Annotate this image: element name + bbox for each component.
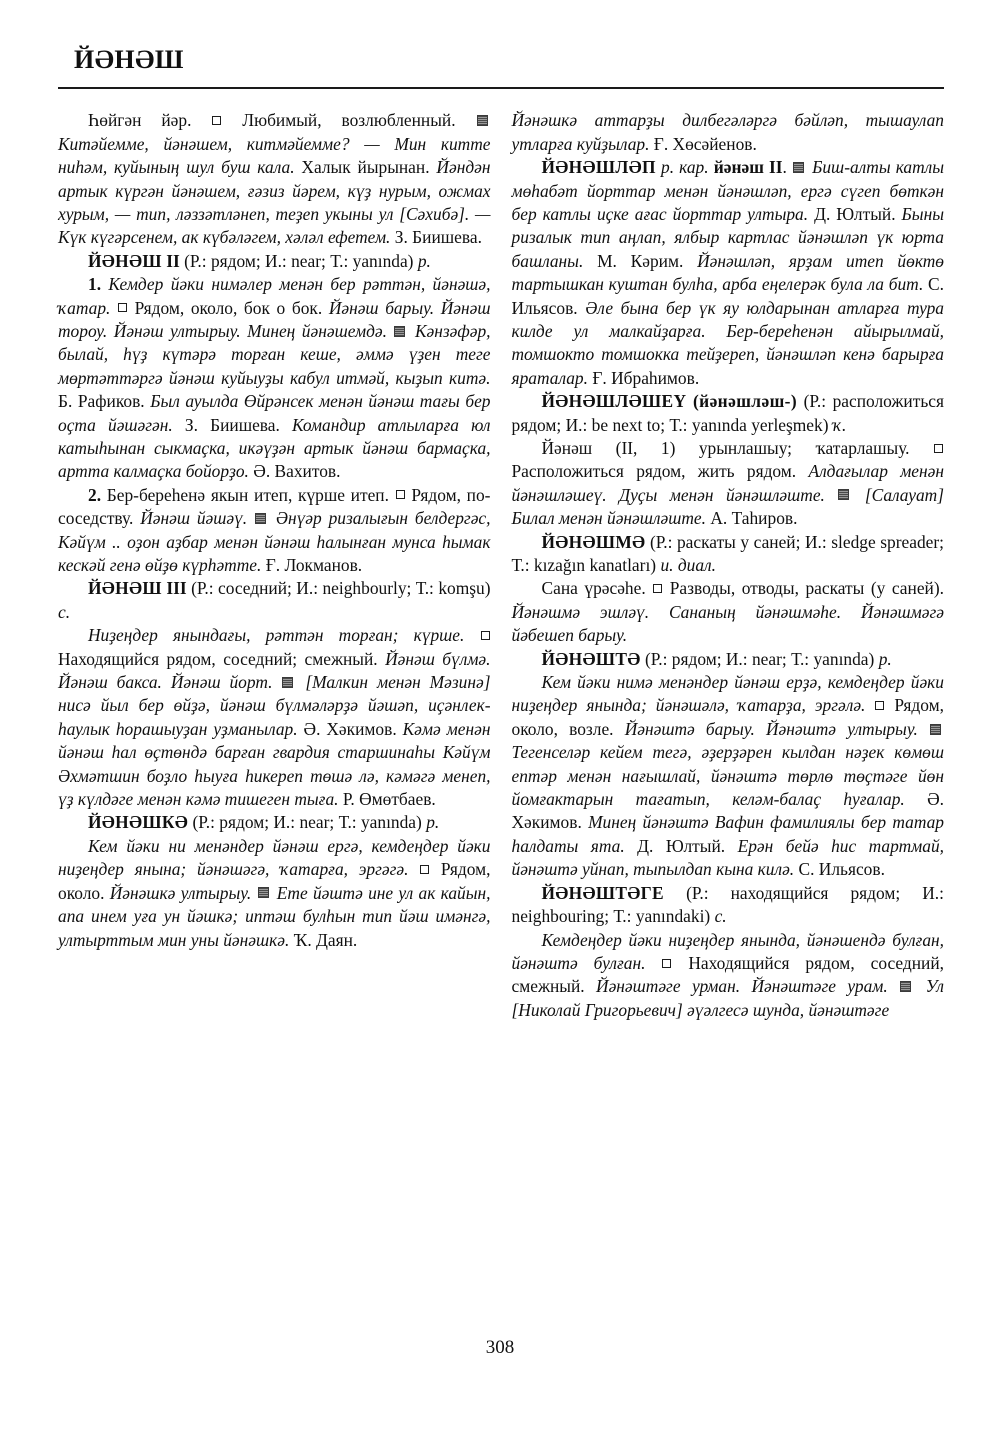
entry-headline-yanashma: [512, 531, 945, 578]
open-square-icon: [481, 631, 490, 640]
filled-square-icon: [258, 887, 269, 898]
citation-text: Әле бына бер үк яу юлдарынан атларға тура килде ул малкайҙарға. Бер-береһенән айырылмай, томшокто томшокка тейҙереп, йәнәшләп кенә барырға яраталар.: [511, 297, 944, 388]
right-column: [512, 109, 945, 1022]
citation-text: Быны ризалык тип аңлап, ялбыр картлас йәнәшләп үк юрта башланы.: [511, 203, 944, 271]
citation-text: [Салауат] Билал менән йәнәшләште.: [511, 484, 945, 529]
citation-text: Минең йәнәштә Вафин фамилиялы бер татар һалдаты ята.: [511, 812, 944, 856]
sense-definition: Бер-береһенә якын итеп, күрше итеп.: [106, 484, 389, 505]
citation-source: Б. Рафиков.: [58, 391, 145, 412]
page-number: 308: [485, 1337, 515, 1358]
sense-number: 2.: [88, 484, 102, 505]
sense-examples: Йәнәш йәшәү.: [140, 508, 248, 529]
citation-text: Әнүәр ризалығын белдергәс, Кәйүм .. оҙон аҙбар менән йәнәш һалынған мунса һымак кескәй генә өйҙө күрһәтте.: [58, 508, 491, 576]
sense-examples: Йәнәштәге урман. Йәнәштәге урам.: [596, 976, 888, 997]
citation-text: Ерән бейә һис тартмай, йәнәштә уйнап, тыпылдап кына килә.: [511, 835, 944, 880]
sense-russian-gloss: Находящийся рядом, соседний, смежный.: [511, 952, 944, 997]
sense-yanashtage: [512, 929, 945, 1023]
sense-russian-gloss: Расположиться рядом, жить рядом.: [511, 461, 797, 482]
citation-source: Д. Юлтый.: [814, 203, 896, 224]
sense-yanashta: [512, 671, 945, 882]
filled-square-icon: [900, 981, 911, 992]
citation-source: С. Ильясов.: [798, 859, 885, 880]
entry-headline-yanash-2: [58, 250, 491, 273]
citation-source: З. Биишева.: [184, 414, 280, 435]
citation-text: Кәмә менән йәнәш һал өҫтөндә барған гвардия старшинаһы Кәйүм Әхмәтшин боҙло һыуға һикереп төшә лә, кәмәгә менеп, үҙ күлдәге менән кәмә тишеген тыға.: [58, 718, 491, 810]
continuation-citation-1: Китәйемме, йәнәшем, китмәйемме? — Мин китте ниһәм, куйының шул буш кала.: [58, 133, 491, 178]
headword-translations: (Р.: раскаты у саней; И.: sledge spreader; Т.: kızağın kanatları): [511, 531, 944, 576]
citation-source: А. Таһиров.: [710, 508, 798, 529]
continuation-citation: Йәнәшкә аттарҙы дилбегәләргә бәйләп, тышаулап утларға куйҙылар.: [511, 110, 944, 154]
sense-examples: Йәнәш бүлмә. Йәнәш бакса. Йәнәш йорт.: [58, 648, 491, 693]
sense-russian-gloss: Рядом, около.: [58, 859, 491, 903]
citation-text: Йәнәшләп, ярҙам итеп йөктө тартышкан куштан булһа, арба еңелерәк була ла бит.: [511, 250, 944, 295]
filled-square-icon: [394, 326, 405, 337]
citation-source: Ә. Хәкимов.: [511, 789, 944, 833]
citation-source: Ғ. Локманов.: [265, 555, 363, 576]
running-head: ЙӘНӘШ: [74, 45, 184, 74]
continuation-source-2: З. Биишева.: [394, 227, 482, 248]
entry-headline-yanash-3: [58, 577, 491, 624]
citation-source: С. Ильясов.: [511, 274, 944, 318]
cross-reference-label: кар.: [679, 157, 709, 178]
headword-translations: (Р.: рядом; И.: near; Т.: yanında): [644, 648, 875, 669]
headword: ЙӘНӘШМӘ: [541, 531, 646, 552]
part-of-speech: с.: [714, 906, 727, 927]
sense-number: 1.: [88, 274, 102, 295]
sense-yanashma: [512, 577, 945, 647]
open-square-icon: [934, 444, 943, 453]
open-square-icon: [212, 116, 221, 125]
headword-stem: (йәнәшләш-): [692, 391, 798, 412]
sense-yanashka: [58, 835, 491, 952]
citation-source: Д. Юлтый.: [637, 835, 726, 856]
citation-source: М. Кәрим.: [597, 250, 684, 271]
part-of-speech: и. диал.: [660, 555, 716, 576]
sense-russian-gloss: Разводы, отводы, раскаты (у саней).: [669, 578, 944, 599]
sense-examples: Йәнәшмә эшләү. Сананың йәнәшмәһе. Йәнәшмәгә йәбешеп барыу.: [511, 601, 944, 646]
headword-translations: (Р.: рядом; И.: near; Т.: yanında): [184, 250, 414, 271]
header-rule: [58, 87, 944, 89]
part-of-speech: р.: [417, 250, 431, 271]
headword: ЙӘНӘШКӘ: [88, 812, 189, 833]
citation-source: Ғ. Ибраһимов.: [592, 367, 700, 388]
entry-headline-yanashlashew: [512, 390, 945, 437]
open-square-icon: [396, 490, 405, 499]
open-square-icon: [118, 303, 127, 312]
citation-text: Был ауылда Өйрәнсек менән йәнәш тағы бер оҫта йәшәгән.: [58, 391, 491, 435]
sense-2-yanash-2: [58, 484, 491, 578]
sense-russian-gloss: Рядом, около, бок о бок.: [134, 297, 323, 318]
citation-source: Ҡ. Даян.: [293, 929, 358, 950]
citation-text: Командир атлыларға юл катыһынан сыкмаҫка, икәүҙән артык йәнәш бармаҫка, артта калмаҫка бойорҙо.: [58, 414, 491, 482]
sense-examples: Йәнәш барыу. Йәнәш тороу. Йәнәш ултырыу. Минең йәнәшемдә.: [58, 297, 491, 341]
sense-1-yanash-2: [58, 273, 491, 484]
citation-source: Ә. Вахитов.: [253, 461, 341, 482]
continuation-source: Ғ. Хөсәйенов.: [653, 133, 757, 154]
sense-russian-gloss: Находящийся рядом, соседний; смежный.: [58, 648, 378, 669]
sense-russian-gloss: Рядом, по-соседству.: [58, 484, 491, 529]
headword: ЙӘНӘШТӘ: [541, 648, 641, 669]
sense-examples: Алдағылар менән йәнәшләшеү. Дуҫы менән йәнәшләште.: [511, 461, 944, 505]
part-of-speech: ҡ.: [832, 414, 847, 435]
headword: ЙӘНӘШ: [88, 250, 162, 271]
citation-text: Кәнзәфәр, былай, һүҙ күтәрә торған кеше, әммә үҙен теге мөртәттәргә йәнәш куйыуҙы кабул итмәй, кыҙып китә.: [58, 320, 491, 388]
headword: ЙӘНӘШЛӘП: [541, 157, 656, 178]
entry-continuation: [58, 109, 491, 249]
citation-text: Ул [Николай Григорьевич] әүәлгесә шунда, йәнәштәге: [511, 976, 944, 1020]
citation-text: Ете йәштә ине ул ак кайын, апа инем уға ун йәшкә; иптәш булһын тип йәш имәнгә, ултырттым мин уны йәнәшкә.: [58, 882, 491, 950]
filled-square-icon: [255, 513, 266, 524]
citation-source: Р. Өмөтбаев.: [342, 789, 436, 810]
sense-yanashlashew: [512, 437, 945, 531]
sense-yanash-3: [58, 624, 491, 811]
open-square-icon: [653, 584, 662, 593]
sense-russian-gloss: Рядом, около, возле.: [511, 695, 944, 739]
left-column: [58, 109, 491, 952]
headword-roman: II: [166, 250, 180, 271]
headword: ЙӘНӘШЛӘШЕҮ: [541, 391, 687, 412]
continuation-citation-2: Йәндән артык күргән йәнәшем, ғәзиз йәрем, күҙ нурым, ожмах хурым, — тип, ләззәтләнеп, теҙеп укыны ул [Сәхибә]. — Күк күгәрсенем, ак күбәләгем, хәләл ефетем.: [58, 157, 491, 248]
citation-text: Биш-алты катлы мөһабәт йорттар менән йәнәшләп, ергә сүгеп бөткән бер катлы иҫке ағас йорттар ултыра.: [511, 157, 945, 224]
entry-yanashlap: ЙӘНӘШЛӘП р. кар. йәнәш II. Биш-алты катлы мөһабәт йорттар менән йәнәшләп, ергә сүгеп бөткән бер катлы иҫке ағас йорттар ултыра. Д. Юлтый. Быны ризалык тип аңлап, ялбыр картлас йәнәшләп үк юрта башланы. М. Кәрим. Йәнәшләп, ярҙам итеп йөктө тартышкан куштан булһа, арба еңелерәк була ла бит. С. Ильясов. Әле бына бер үк яу юлдарынан атларға тура килде ул малкайҙарға. Бер-береһенән айырылмай, томшокто томшокка тейҙереп, йәнәшләп кенә барырға яраталар. Ғ. Ибраһимов.: [511, 157, 945, 388]
filled-square-icon: [477, 115, 488, 126]
filled-square-icon: [838, 489, 849, 500]
sense-examples: Йәнәштә барыу. Йәнәштә ултырыу.: [624, 718, 918, 739]
headword-translations: (Р.: рядом; И.: near; Т.: yanında): [192, 812, 422, 833]
headword-translations: (Р.: находящийся рядом; И.: neighbouring; Т.: yanındaki): [511, 882, 944, 927]
entry-headline-yanashtage: [512, 882, 945, 929]
sense-definition: Йәнәш (II, 1) урынлашыу; ҡатарлашыу.: [541, 437, 910, 458]
sense-definition: Ниҙеңдер янындағы, рәттән торған; күрше.: [88, 625, 465, 646]
continuation-gloss: Любимый, возлюбленный.: [242, 110, 456, 131]
entry-continuation: [512, 109, 945, 156]
citation-text: [Малкин менән Мәзинә] нисә йыл бер өйҙә, йәнәш бүлмәләрҙә йәшәп, иҫәнлек-һаулык һорашыуҙан уҙманылар.: [58, 672, 491, 739]
citation-source: Ә. Хәкимов.: [303, 718, 397, 739]
headword-translations: (Р.: расположиться рядом; И.: be next to; Т.: yanında yerleşmek): [511, 391, 944, 435]
filled-square-icon: [930, 724, 941, 735]
cross-reference-word: йәнәш: [713, 157, 764, 178]
sense-definition: Сана үрәсәһе.: [541, 578, 646, 599]
headword: ЙӘНӘШ: [88, 578, 162, 599]
sense-definition: Кем йәки ни менәндер йәнәш ергә, кемдеңдер йәки ниҙеңдер янына; йәнәшәгә, ҡатарға, эргәгә.: [58, 835, 491, 880]
part-of-speech: р.: [661, 157, 675, 178]
continuation-source-1: Халык йырынан.: [301, 157, 430, 178]
sense-definition: Кемдеңдер йәки ниҙеңдер янында, йәнәшендә булған, йәнәштә булған.: [511, 929, 944, 973]
open-square-icon: [875, 701, 884, 710]
entry-headline-yanashta: [512, 648, 945, 671]
open-square-icon: [420, 865, 429, 874]
entry-headline-yanashka: [58, 811, 491, 834]
headword: ЙӘНӘШТӘГЕ: [541, 882, 665, 903]
citation-text: Тегенселәр кейем тегә, әҙерҙәрен кылдан нәҙек көмөш ептәр менән нағышлай, йәнәштә төрлө төҫтәге йөн йомғактарын тағатып, келәм-балаҫ һуғалар.: [511, 742, 944, 810]
headword-roman: III: [166, 578, 187, 599]
sense-definition: Кемдер йәки нимәлер менән бер рәттән, йәнәшә, ҡатар.: [58, 274, 491, 318]
part-of-speech: р.: [878, 648, 892, 669]
part-of-speech: с.: [58, 601, 71, 622]
open-square-icon: [662, 959, 671, 968]
headword-translations: (Р.: соседний; И.: neighbourly; Т.: komşu): [191, 578, 491, 599]
filled-square-icon: [282, 677, 293, 688]
cross-reference-roman: II: [769, 157, 783, 178]
part-of-speech: р.: [426, 812, 440, 833]
sense-definition: Кем йәки нимә менәндер йәнәш ерҙә, кемдеңдер йәки ниҙеңдер янында; йәнәшәлә, ҡатарҙа, эргәлә.: [511, 672, 944, 716]
filled-square-icon: [793, 162, 804, 173]
continuation-lead: Һөйгән йәр.: [88, 110, 192, 131]
two-column-body: [58, 109, 944, 1022]
sense-examples: Йәнәшкә ултырыу.: [109, 882, 252, 903]
